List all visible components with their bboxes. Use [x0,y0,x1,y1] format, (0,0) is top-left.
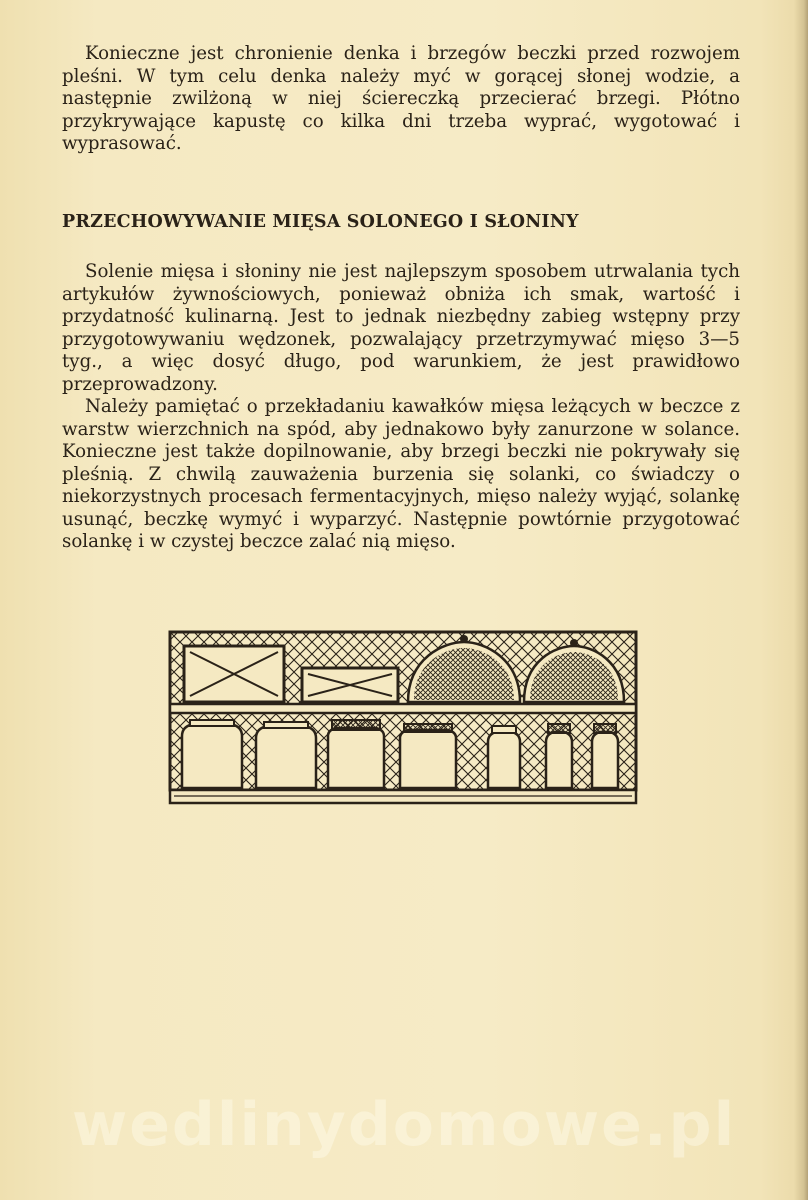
jar-6 [546,724,572,788]
upper-shelf-board [170,704,636,713]
large-box [184,646,284,702]
jar-3 [328,720,384,788]
jar-5 [488,726,520,788]
intro-text [62,43,740,156]
section-body [62,261,740,554]
body-paragraph-2: Należy pamiętać o przekładaniu kawałków mięsa leżących w beczce z warstw wierzchnich na spód, aby jednakowo były zanurzone w solance. Konieczne jest także dopilnowanie, aby brzegi beczki nie pokrywały się pleśnią. Z chwilą zauważenia burzenia się solanki, co świadczy o niekorzystnych procesach fermentacyjnych, mięso należy wyjąć, solankę usunąć, beczkę wymyć i wyparzyć. Następnie powtórnie przygotować solankę i w czystej beczce zalać nią mięso. [62,396,740,552]
watermark: wedlinydomowe.pl [71,1090,737,1160]
body-paragraph-1: Solenie mięsa i słoniny nie jest najlepszym sposobem utrwalania tych artykułów żywnościowych, ponieważ obniża ich smak, wartość i przydatność kulinarną. Jest to jednak niezbędny zabieg wstępny przy przygotowywaniu wędzonek, pozwalający przetrzymywać mięso 3—5 tyg., a więc dosyć długo, pod warunkiem, że jest prawidłowo przeprowadzony. [62,261,740,395]
jar-4 [400,724,456,788]
intro-paragraph: Konieczne jest chronienie denka i brzegów beczki przed rozwojem pleśni. W tym celu denka należy myć w gorącej słonej wodzie, a następnie zwilżoną w niej ściereczką przecierać brzegi. Płótno przykrywające kapustę co kilka dni trzeba wyprać, wygotować i wyprasować. [62,43,740,154]
jar-1 [182,720,242,788]
section-heading: PRZECHOWYWANIE MIĘSA SOLONEGO I SŁONINY [62,212,579,232]
small-box [302,668,398,702]
page-edge-shadow [794,0,808,1200]
jar-7 [592,724,618,788]
jar-2 [256,722,316,788]
pantry-shelf-illustration [168,630,638,806]
